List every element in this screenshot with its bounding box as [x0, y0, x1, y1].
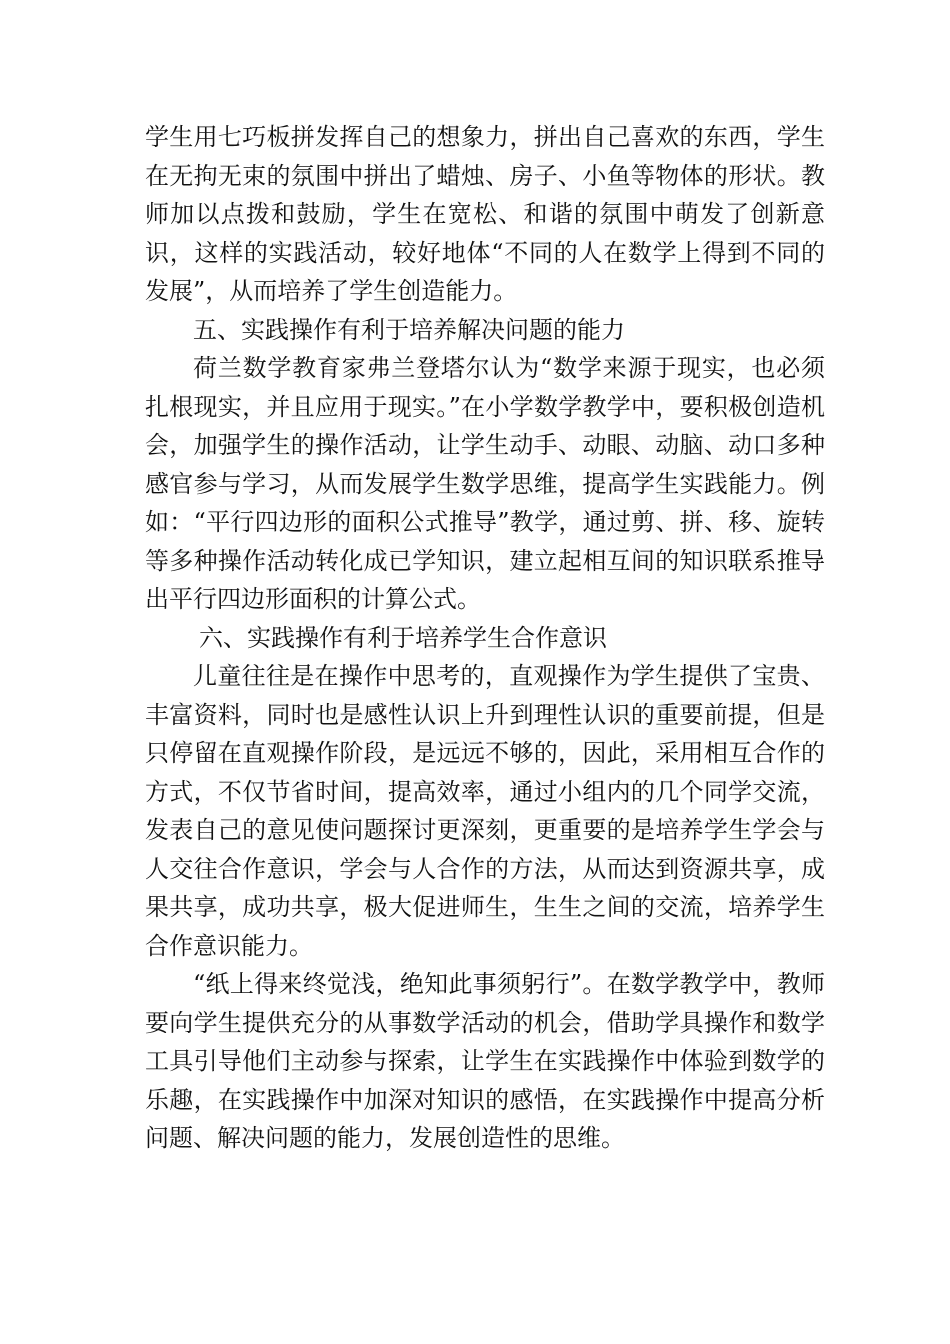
paragraph-continued: 学生用七巧板拼发挥自己的想象力，拼出自己喜欢的东西，学生在无拘无束的氛围中拼出了蜡烛、房子、小鱼等物体的形状。教师加以点拨和鼓励，学生在宽松、和谐的氛围中萌发了创新意识，这样的实践活动，较好地体“不同的人在数学上得到不同的发展”，从而培养了学生创造能力。	[145, 123, 825, 305]
document-body	[145, 118, 825, 1158]
paragraph-section-5: 荷兰数学教育家弗兰登塔尔认为“数学来源于现实，也必须扎根现实，并且应用于现实。”在小学数学教学中，要积极创造机会，加强学生的操作活动，让学生动手、动眼、动脑、动口多种感官参与学习，从而发展学生数学思维，提高学生实践能力。例如：“平行四边形的面积公式推导”教学，通过剪、拼、移、旋转等多种操作活动转化成已学知识，建立起相互间的知识联系推导出平行四边形面积的计算公式。	[145, 354, 825, 613]
section-heading-6: 六、实践操作有利于培养学生合作意识	[199, 623, 607, 652]
paragraph-conclusion: “纸上得来终觉浅，绝知此事须躬行”。在数学教学中，教师要向学生提供充分的从事数学活动的机会，借助学具操作和数学工具引导他们主动参与探索，让学生在实践操作中体验到数学的乐趣，在实践操作中加深对知识的感悟，在实践操作中提高分析问题、解决问题的能力，发展创造性的思维。	[145, 970, 825, 1152]
paragraph-section-6: 儿童往往是在操作中思考的，直观操作为学生提供了宝贵、丰富资料，同时也是感性认识上升到理性认识的重要前提，但是只停留在直观操作阶段，是远远不够的，因此，采用相互合作的方式，不仅节省时间，提高效率，通过小组内的几个同学交流，发表自己的意见使问题探讨更深刻，更重要的是培养学生学会与人交往合作意识，学会与人合作的方法，从而达到资源共享，成果共享，成功共享，极大促进师生，生生之间的交流，培养学生合作意识能力。	[145, 662, 825, 960]
section-heading-5: 五、实践操作有利于培养解决问题的能力	[193, 315, 625, 344]
